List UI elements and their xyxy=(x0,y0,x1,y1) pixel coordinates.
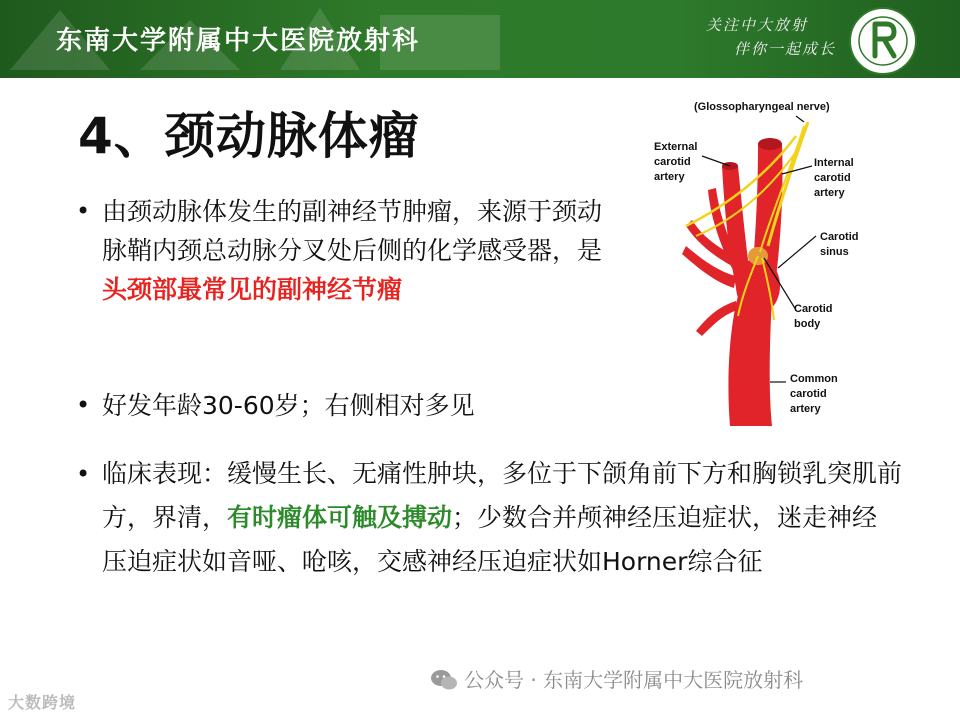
corner-watermark: 大数跨境 xyxy=(8,693,77,712)
bullet-age xyxy=(76,386,622,425)
header-title: 东南大学附属中大医院放射科 xyxy=(56,26,421,56)
label-internal-carotid: Internal carotid artery xyxy=(814,157,854,199)
bullet-origin-text: 由颈动脉体发生的副神经节肿瘤，来源于颈动脉鞘内颈总动脉分叉处后侧的化学感受器，是 xyxy=(102,197,603,265)
bullet-age-text: 好发年龄30-60岁；右侧相对多见 xyxy=(102,391,475,420)
bullet-dot: • xyxy=(76,391,91,419)
header-slogan-line2: 伴你一起成长 xyxy=(734,40,837,58)
label-glossopharyngeal-nerve: (Glossopharyngeal nerve) xyxy=(694,101,830,113)
header-slogan-line1: 关注中大放射 xyxy=(706,16,809,34)
label-carotid-sinus: Carotid sinus xyxy=(820,231,859,258)
bullet-origin xyxy=(76,192,622,309)
bullet-dot: • xyxy=(76,197,91,225)
bullet-clinical xyxy=(76,452,903,584)
header-bar xyxy=(0,0,960,78)
wechat-watermark xyxy=(430,664,803,693)
bullet-origin-highlight: 头颈部最常见的副神经节瘤 xyxy=(102,275,403,304)
label-external-carotid: External carotid artery xyxy=(654,141,698,183)
wechat-icon xyxy=(430,669,458,691)
label-carotid-body: Carotid body xyxy=(794,303,833,330)
wechat-watermark-text: 公众号 · 东南大学附属中大医院放射科 xyxy=(464,668,804,692)
bullet-clinical-text-b: ；少数合并颅神经压迫症状，迷走神经压迫症状如音哑、呛咳，交感神经压迫症状如Horner综合征 xyxy=(102,503,878,576)
label-common-carotid: Common carotid artery xyxy=(790,373,838,415)
department-logo xyxy=(848,6,918,76)
slide-title: 4、颈动脉体瘤 xyxy=(78,107,420,165)
bullet-dot: • xyxy=(76,460,91,488)
bullet-clinical-highlight: 有时瘤体可触及搏动 xyxy=(227,503,453,532)
carotid-anatomy-figure xyxy=(646,96,882,432)
bullet-clinical-text-a: 临床表现：缓慢生长、无痛性肿块，多位于下颌角前下方和胸锁乳突肌前方，界清， xyxy=(102,459,903,532)
